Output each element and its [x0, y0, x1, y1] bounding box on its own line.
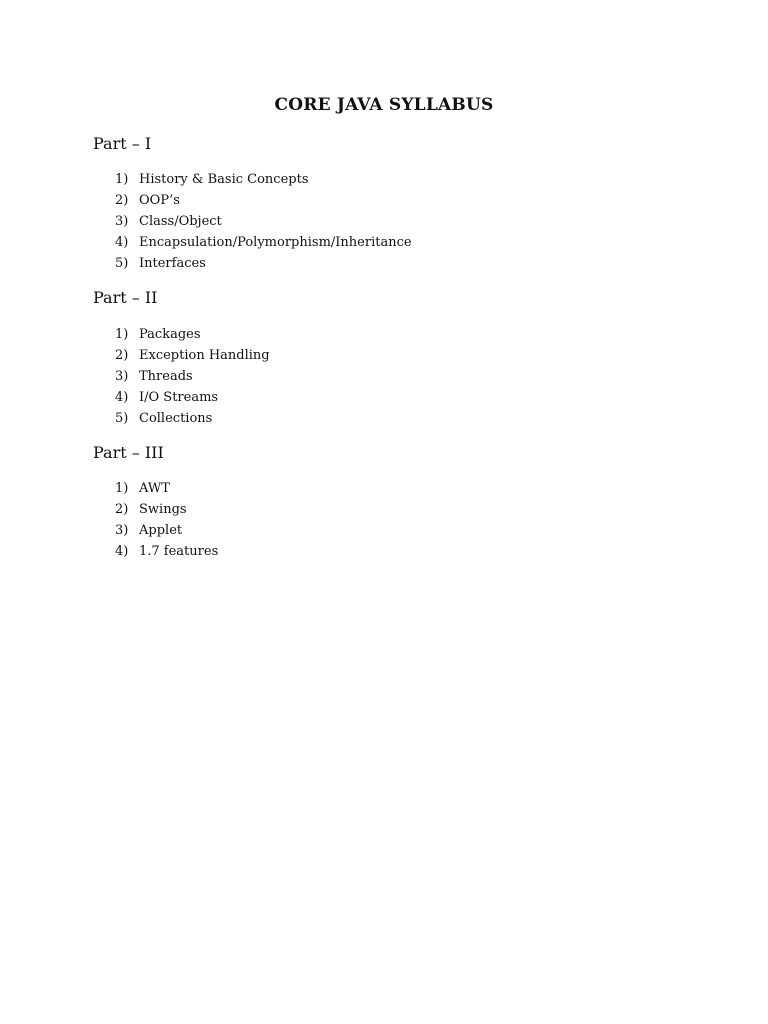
item-text: 1.7 features [139, 544, 219, 559]
item-text: Class/Object [139, 214, 222, 229]
item-number: 1) [115, 327, 129, 342]
list-item [115, 211, 412, 232]
item-number: 5) [115, 256, 129, 271]
item-text: OOP’s [139, 193, 180, 208]
item-text: Collections [139, 411, 213, 426]
item-text: Applet [139, 523, 183, 538]
item-number: 4) [115, 235, 129, 250]
part-heading-2: Part – II [93, 288, 158, 307]
list-item [115, 408, 270, 429]
list-item [115, 541, 218, 562]
item-number: 3) [115, 214, 129, 229]
list-item [115, 520, 218, 541]
item-text: Threads [139, 369, 193, 384]
list-item [115, 190, 412, 211]
item-text: Packages [139, 327, 201, 342]
item-text: Interfaces [139, 256, 206, 271]
list-item [115, 169, 412, 190]
item-number: 3) [115, 369, 129, 384]
document-title: CORE JAVA SYLLABUS [274, 95, 494, 115]
item-number: 4) [115, 544, 129, 559]
item-text: Encapsulation/Polymorphism/Inheritance [139, 235, 412, 250]
list-item [115, 387, 270, 408]
item-number: 2) [115, 348, 129, 363]
item-text: I/O Streams [139, 390, 219, 405]
item-text: History & Basic Concepts [139, 172, 309, 187]
list-item [115, 345, 270, 366]
part-heading-3: Part – III [93, 443, 164, 462]
item-text: AWT [139, 481, 170, 496]
item-number: 1) [115, 481, 129, 496]
part-list-1 [115, 169, 412, 274]
part-heading-1: Part – I [93, 134, 152, 153]
list-item [115, 324, 270, 345]
item-number: 2) [115, 193, 129, 208]
list-item [115, 478, 218, 499]
part-list-2 [115, 324, 270, 429]
item-text: Swings [139, 502, 187, 517]
part-list-3 [115, 478, 218, 562]
item-text: Exception Handling [139, 348, 270, 363]
list-item [115, 253, 412, 274]
list-item [115, 232, 412, 253]
item-number: 1) [115, 172, 129, 187]
item-number: 4) [115, 390, 129, 405]
list-item [115, 366, 270, 387]
list-item [115, 499, 218, 520]
item-number: 5) [115, 411, 129, 426]
item-number: 3) [115, 523, 129, 538]
item-number: 2) [115, 502, 129, 517]
